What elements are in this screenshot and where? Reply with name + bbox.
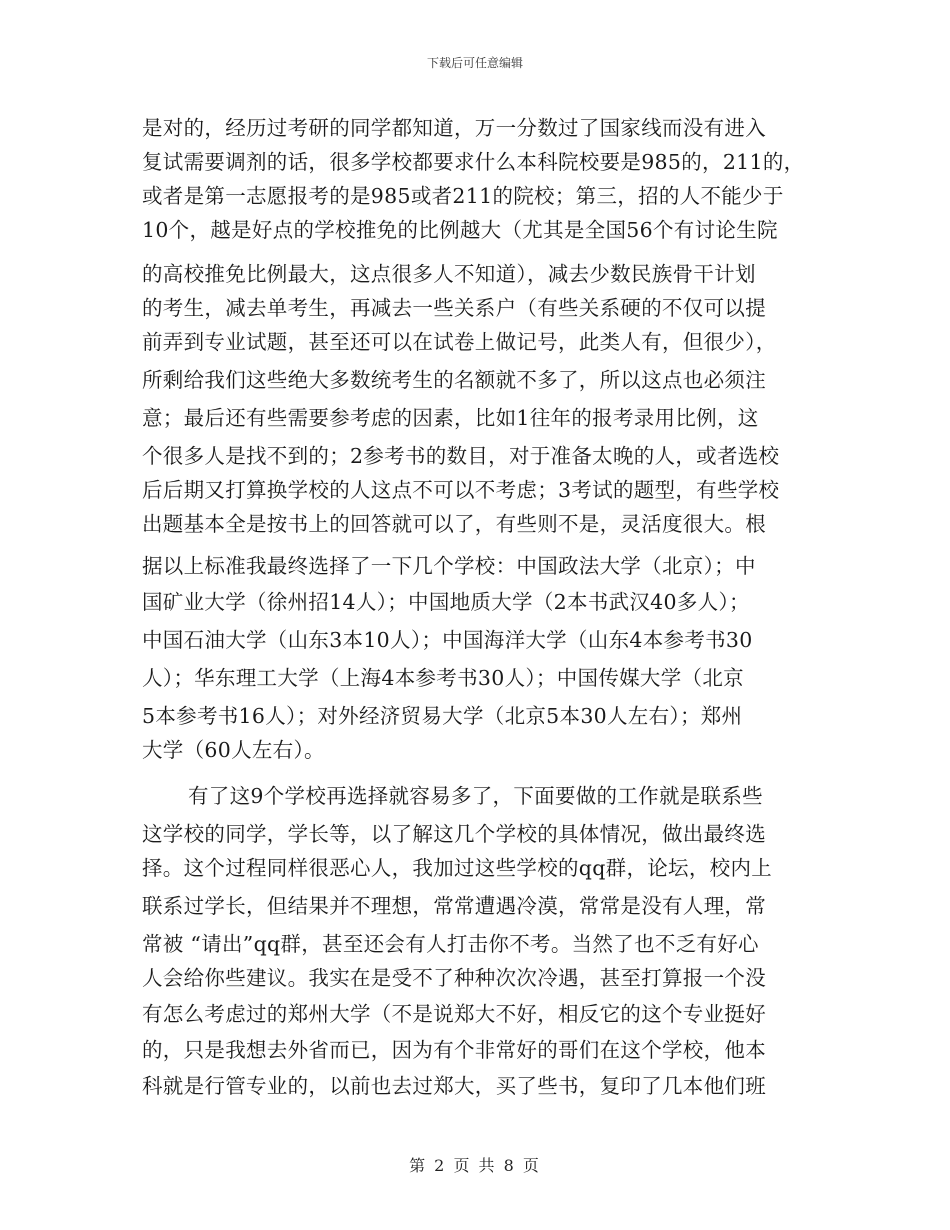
text-line: 有怎么考虑过的郑州大学（不是说郑大不好，相反它的这个专业挺好 bbox=[142, 1002, 766, 1026]
page-header: 下载后可任意编辑 bbox=[426, 56, 523, 70]
text-line: 所剩给我们这些绝大多数统考生的名额就不多了，所以这点也必须注 bbox=[142, 368, 766, 392]
text-line: 科就是行管专业的，以前也去过郑大，买了些书，复印了几本他们班 bbox=[142, 1074, 766, 1098]
text-line: 5本参考书16人）；对外经济贸易大学（北京5本30人左右）；郑州 bbox=[142, 704, 743, 728]
text-line: 是对的，经历过考研的同学都知道，万一分数过了国家线而没有进入 bbox=[142, 116, 766, 140]
text-line: 据以上标准我最终选择了一下几个学校：中国政法大学（北京）；中 bbox=[142, 554, 756, 578]
text-line: 的，只是我想去外省而已，因为有个非常好的哥们在这个学校，他本 bbox=[142, 1038, 766, 1062]
text-line: 人会给你些建议。我实在是受不了种种次次冷遇，甚至打算报一个没 bbox=[142, 966, 766, 990]
text-line: 择。这个过程同样很恶心人，我加过这些学校的qq群，论坛，校内上 bbox=[142, 856, 773, 880]
text-line: 人）；华东理工大学（上海4本参考书30人）；中国传媒大学（北京 bbox=[142, 666, 744, 690]
page-footer: 第 2 页 共 8 页 bbox=[409, 1156, 541, 1175]
text-line: 出题基本全是按书上的回答就可以了，有些则不是，灵活度很大。根 bbox=[142, 512, 766, 536]
text-line: 10个，越是好点的学校推免的比例越大（尤其是全国56个有讨论生院 bbox=[142, 218, 778, 242]
text-line: 大学（60人左右）。 bbox=[142, 738, 325, 762]
text-line: 这学校的同学，学长等，以了解这几个学校的具体情况，做出最终选 bbox=[142, 822, 766, 846]
text-line: 前弄到专业试题，甚至还可以在试卷上做记号，此类人有，但很少）， bbox=[142, 330, 777, 354]
text-line: 意；最后还有些需要参考虑的因素，比如1往年的报考录用比例，这 bbox=[142, 406, 759, 430]
text-line: 中国石油大学（山东3本10人）；中国海洋大学（山东4本参考书30 bbox=[142, 628, 753, 652]
text-line: 复试需要调剂的话，很多学校都要求什么本科院校要是985的，211的， bbox=[142, 150, 805, 174]
text-line: 有了这9个学校再选择就容易多了，下面要做的工作就是联系些 bbox=[188, 784, 763, 808]
text-line: 的高校推免比例最大，这点很多人不知道），减去少数民族骨干计划 bbox=[142, 262, 756, 286]
text-line: 联系过学长，但结果并不理想，常常遭遇冷漠，常常是没有人理，常 bbox=[142, 894, 766, 918]
text-line: 的考生，减去单考生，再减去一些关系户（有些关系硬的不仅可以提 bbox=[142, 296, 766, 320]
text-line: 后后期又打算换学校的人这点不可以不考虑；3考试的题型，有些学校 bbox=[142, 478, 780, 502]
text-line: 国矿业大学（徐州招14人）；中国地质大学（2本书武汉40多人）； bbox=[142, 590, 750, 614]
text-line: 个很多人是找不到的；2参考书的数目，对于准备太晚的人，或者选校 bbox=[142, 444, 780, 468]
text-line: 常被 “请出”qq群，甚至还会有人打击你不考。当然了也不乏有好心 bbox=[142, 932, 759, 956]
text-line: 或者是第一志愿报考的是985或者211的院校；第三，招的人不能少于 bbox=[142, 184, 784, 208]
